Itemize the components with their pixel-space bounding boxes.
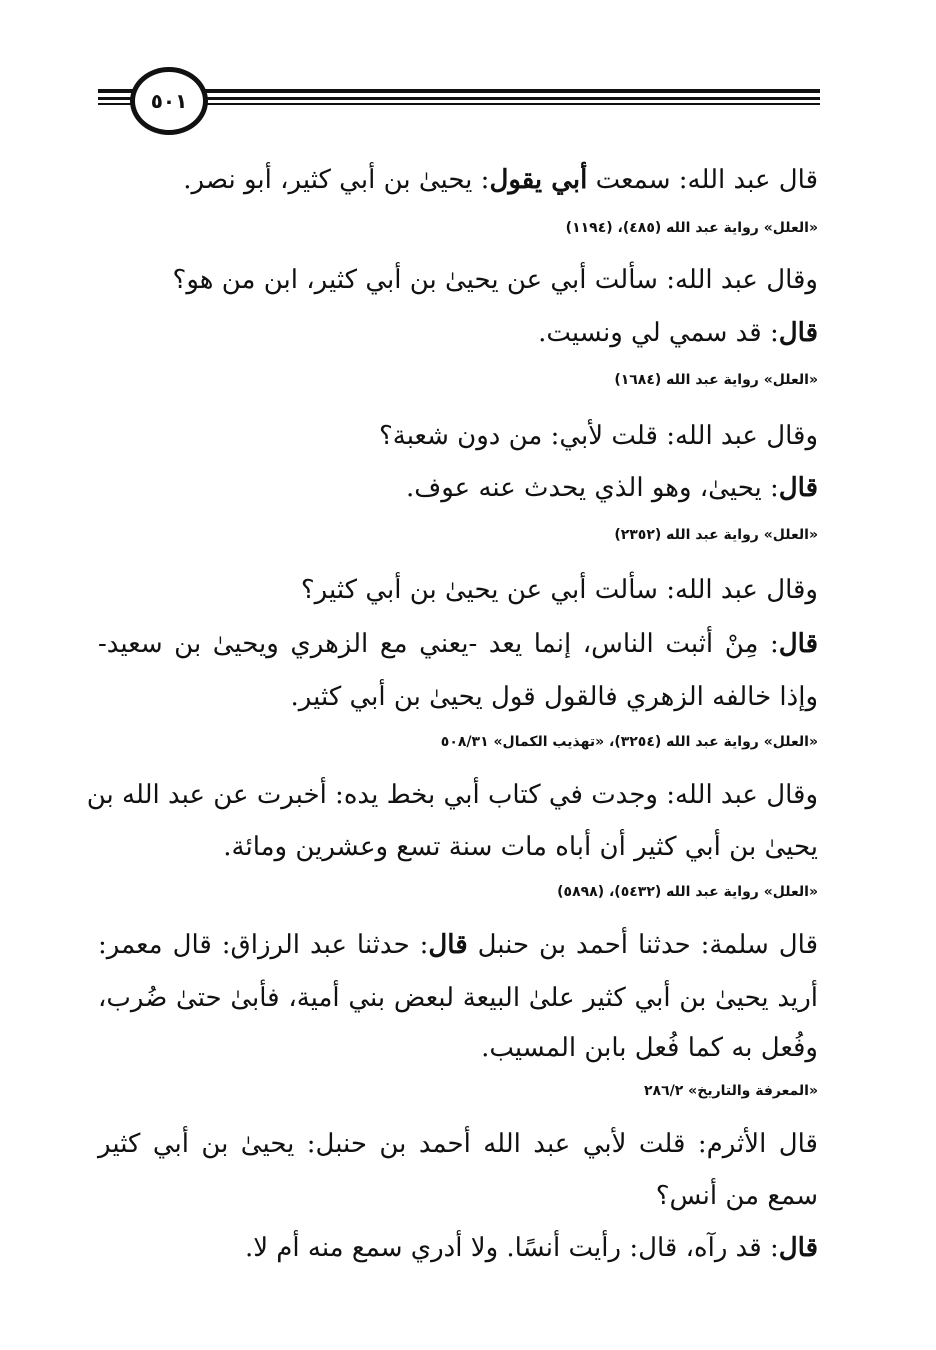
- text-line: قال سلمة: حدثنا أحمد بن حنبل قال: حدثنا عبد الرزاق: قال معمر:: [98, 930, 818, 960]
- page-header: [0, 0, 936, 150]
- text-line: قال: مِنْ أثبت الناس، إنما يعد -يعني مع الزهري ويحيىٰ بن سعيد-: [98, 629, 818, 659]
- page-number-text: ٥٠١: [150, 89, 188, 113]
- text-line: قال: يحيىٰ، وهو الذي يحدث عنه عوف.: [406, 473, 818, 503]
- text-line: وإذا خالفه الزهري فالقول قول يحيىٰ بن أبي كثير.: [290, 682, 818, 712]
- source-citation: «المعرفة والتاريخ» ٢٨٦/٢: [644, 1083, 818, 1099]
- text-line: أريد يحيىٰ بن أبي كثير علىٰ البيعة لبعض بني أمية، فأبىٰ حتىٰ ضُرب،: [98, 983, 818, 1013]
- source-citation: «العلل» رواية عبد الله (٥٤٣٢)، (٥٨٩٨): [557, 884, 818, 900]
- text-line: يحيىٰ بن أبي كثير أن أباه مات سنة تسع وعشرين ومائة.: [223, 832, 818, 862]
- text-line: وقال عبد الله: وجدت في كتاب أبي بخط يده: أخبرت عن عبد الله بن: [86, 780, 818, 810]
- source-citation: «العلل» رواية عبد الله (٤٨٥)، (١١٩٤): [565, 220, 818, 236]
- text-line: وفُعل به كما فُعل بابن المسيب.: [481, 1033, 818, 1063]
- source-citation: «العلل» رواية عبد الله (٣٢٥٤)، «تهذيب الكمال» ٥٠٨/٣١: [440, 734, 818, 750]
- source-citation: «العلل» رواية عبد الله (١٦٨٤): [614, 372, 818, 388]
- text-line: وقال عبد الله: سألت أبي عن يحيىٰ بن أبي كثير؟: [300, 575, 818, 605]
- text-line: قال: قد رآه، قال: رأيت أنسًا. ولا أدري سمع منه أم لا.: [244, 1233, 818, 1263]
- source-citation: «العلل» رواية عبد الله (٢٣٥٢): [614, 527, 818, 543]
- text-line: قال الأثرم: قلت لأبي عبد الله أحمد بن حنبل: يحيىٰ بن أبي كثير: [98, 1129, 818, 1159]
- text-line: وقال عبد الله: سألت أبي عن يحيىٰ بن أبي كثير، ابن من هو؟: [172, 265, 818, 295]
- page-number: [130, 67, 208, 135]
- text-line: سمع من أنس؟: [655, 1181, 818, 1211]
- text-line: قال: قد سمي لي ونسيت.: [538, 318, 818, 348]
- text-line: وقال عبد الله: قلت لأبي: من دون شعبة؟: [378, 421, 818, 451]
- text-line: قال عبد الله: سمعت أبي يقول: يحيىٰ بن أبي كثير، أبو نصر.: [183, 165, 818, 195]
